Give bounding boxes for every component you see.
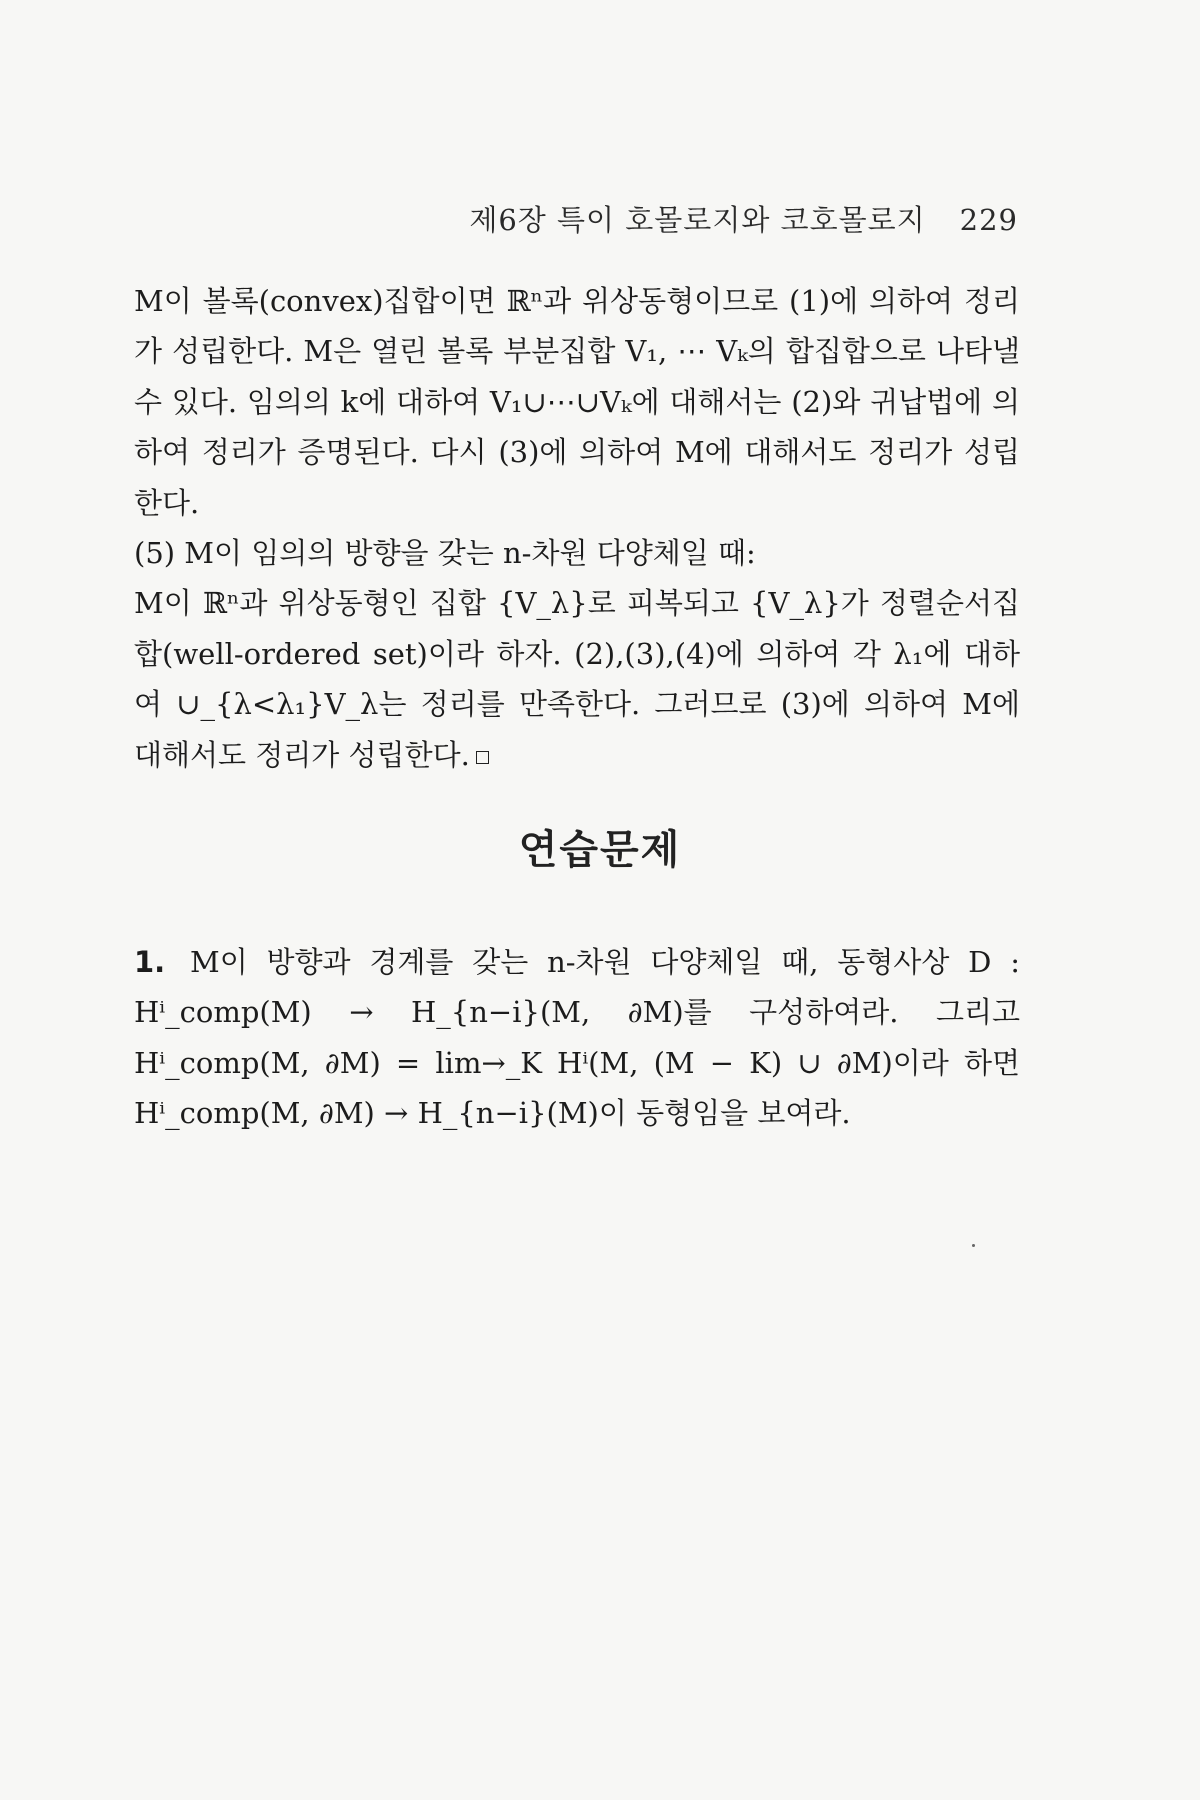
proof-body [134, 276, 1020, 780]
exercise-number: 1. [134, 945, 166, 979]
proof-paragraph-3-text: M이 ℝⁿ과 위상동형인 집합 {V_λ}로 피복되고 {V_λ}가 정렬순서집합(well-ordered set)이라 하자. (2),(3),(4)에 의하여 각 λ₁에 대하여 ∪_{λ<λ₁}V_λ는 정리를 만족한다. 그러므로 (3)에 의하여 M에 대해서도 정리가 성립한다. [134, 586, 1020, 772]
proof-case-5-heading: (5) M이 임의의 방향을 갖는 n-차원 다양체일 때: [134, 536, 756, 571]
qed-icon [476, 751, 489, 764]
running-head [469, 198, 1018, 239]
exercise-text: M이 방향과 경계를 갖는 n-차원 다양체일 때, 동형사상 D : Hⁱ_comp(M) → H_{n−i}(M, ∂M)를 구성하여라. 그리고 Hⁱ_comp(M, ∂M) = lim→_K Hⁱ(M, (M − K) ∪ ∂M)이라 하면 Hⁱ_comp(M, ∂M) → H_{n−i}(M)이 동형임을 보여라. [134, 945, 1021, 1131]
exercise-item [134, 937, 1020, 1139]
section-title: 연습문제 [518, 827, 682, 873]
chapter-title: 제6장 특이 호몰로지와 코호몰로지 [469, 203, 926, 237]
proof-paragraph-1: M이 볼록(convex)집합이면 ℝⁿ과 위상동형이므로 (1)에 의하여 정리가 성립한다. M은 열린 볼록 부분집합 V₁, ⋯ Vₖ의 합집합으로 나타낼 수 있다. 임의의 k에 대하여 V₁∪⋯∪Vₖ에 대해서는 (2)와 귀납법에 의하여 정리가 증명된다. 다시 (3)에 의하여 M에 대해서도 정리가 성립한다. [134, 284, 1020, 520]
scan-speck [972, 1244, 975, 1247]
page-number: 229 [959, 203, 1018, 237]
proof-paragraph-3 [134, 578, 1020, 780]
